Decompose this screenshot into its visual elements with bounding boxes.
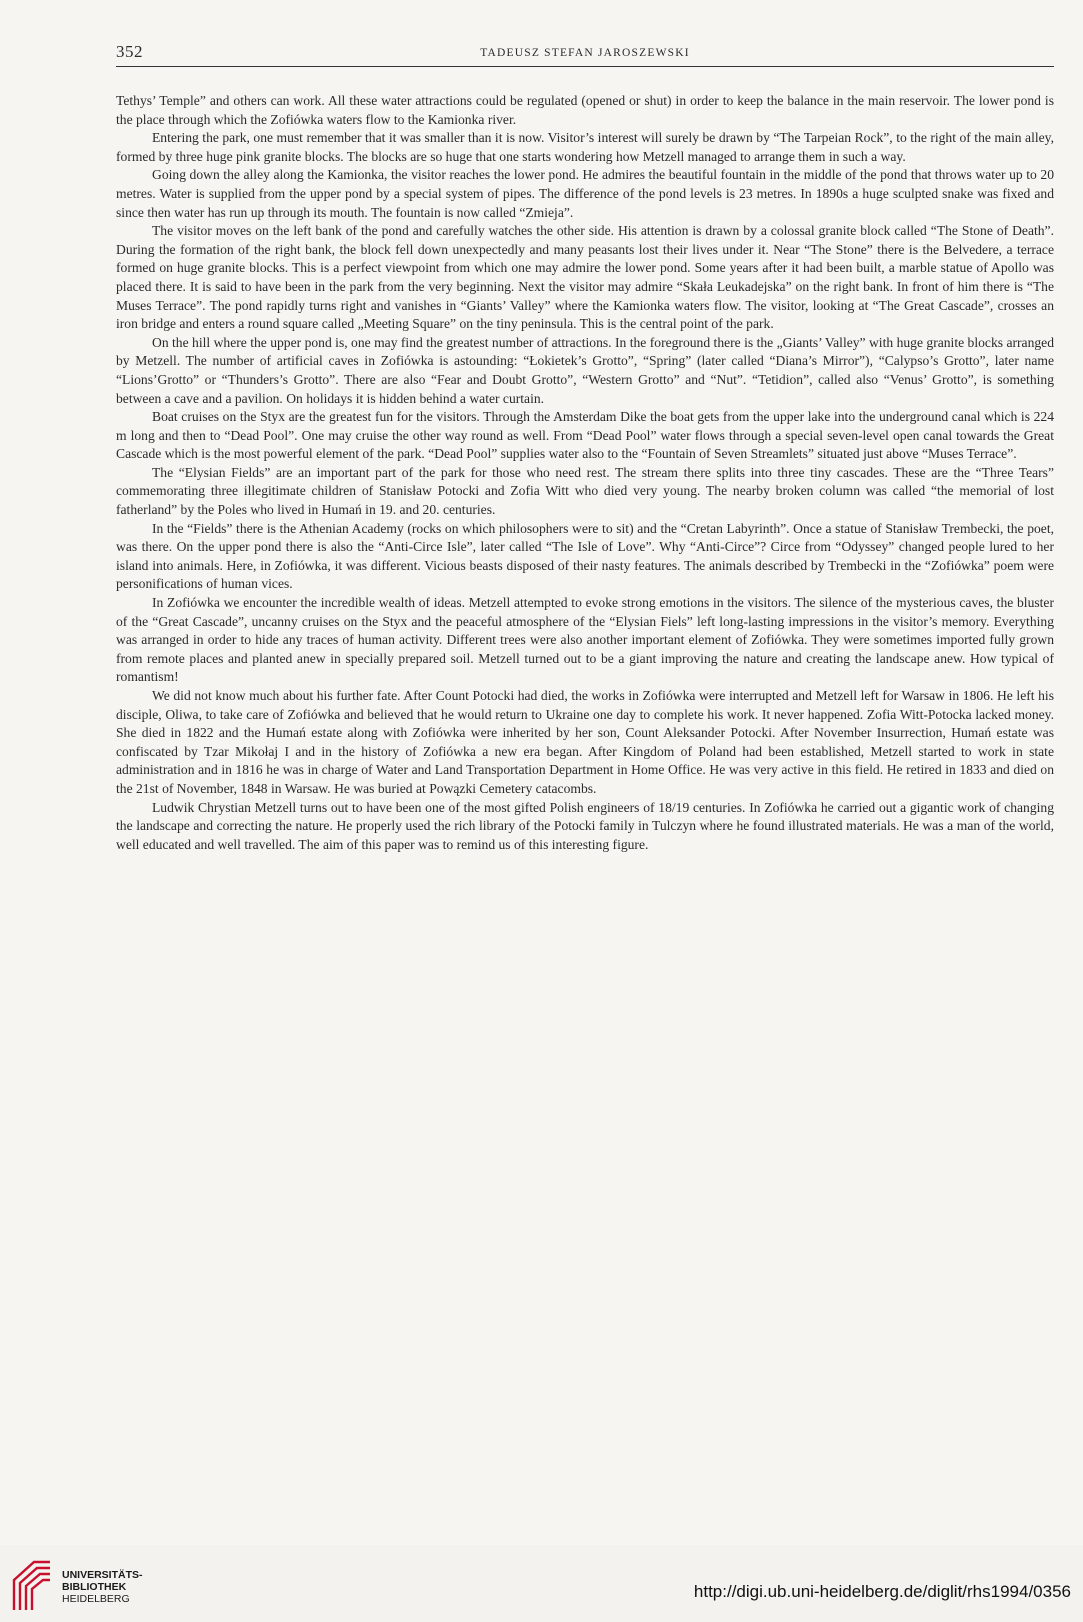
- paragraph: In Zofiówka we encounter the incredible wealth of ideas. Metzell attempted to evoke strong emotions in the visitors. The silence of the mysterious caves, the bluster of the “Great Cascade”, uncanny cruises on the Styx and the peaceful atmosphere of the “Elysian Fiels” left long-lasting impressions in the visitor’s memory. Everything was arranged in order to hide any traces of human activity. Different trees were also another important element of Zofiówka. They were sometimes imported fully grown from remote places and planted anew in specially prepared soil. Metzell turned out to be a giant improving the nature and creating the landscape anew. How typical of romantism!: [116, 595, 1054, 685]
- library-name: [62, 1569, 143, 1605]
- paragraph: Ludwik Chrystian Metzell turns out to have been one of the most gifted Polish engineers of 18/19 centuries. In Zofiówka he carried out a gigantic work of changing the landscape and correcting the nature. He properly used the rich library of the Potocki family in Tulczyn where he found illustrated materials. He was a man of the world, well educated and well travelled. The aim of this paper was to remind us of this interesting figure.: [116, 799, 1054, 852]
- paragraph: Tethys’ Temple” and others can work. All these water attractions could be regulated (opened or shut) in order to keep the balance in the main reservoir. The lower pond is the place through which the Zofiówka waters flow to the Kamionka river.: [116, 93, 1054, 127]
- library-name-line: UNIVERSITÄTS-: [62, 1569, 143, 1581]
- paragraph: Boat cruises on the Styx are the greatest fun for the visitors. Through the Amsterdam Dike the boat gets from the upper lake into the underground canal which is 224 m long and then to “Dead Pool”. One may cruise the other way round as well. From “Dead Pool” water flows through a special seven-level open canal towards the Great Cascade which is the most powerful element of the park. “Dead Pool” supplies water also to the “Fountain of Seven Streamlets” situated just above “Muses Terrace”.: [116, 409, 1054, 462]
- article-body: [116, 92, 1054, 854]
- library-name-line: BIBLIOTHEK: [62, 1581, 127, 1593]
- library-logo-icon: [10, 1558, 54, 1612]
- paragraph: On the hill where the upper pond is, one may find the greatest number of attractions. In the foreground there is the „Giants’ Valley” with huge granite blocks arranged by Metzell. The number of artificial caves in Zofiówka is astounding: “Łokietek’s Grotto”, “Spring” (later called “Diana’s Mirror”), “Calypso’s Grotto”, later name “Lions’Grotto” or “Thunders’s Grotto”. There are also “Fear and Doubt Grotto”, “Western Grotto” and “Nut”. “Tetidion”, called also “Venus’ Grotto”, is something between a cave and a pavilion. On holidays it is hidden behind a water curtain.: [116, 334, 1054, 406]
- library-name-line: HEIDELBERG: [62, 1593, 130, 1605]
- paragraph: The visitor moves on the left bank of the pond and carefully watches the other side. His attention is drawn by a colossal granite block called “The Stone of Death”. During the formation of the right bank, the block fell down unexpectedly and many peasants lost their lives under it. Near “The Stone” there is the Belvedere, a terrace formed on huge granite blocks. This is a perfect viewpoint from which one may admire the lower pond. Some years after it had been built, a marble statue of Apollo was placed there. It is said to have been in the park from the very beginning. Next the visitor may admire “Skała Leukadejska” on the right bank. In front of him there is “The Muses Terrace”. The pond rapidly turns right and vanishes in “Giants’ Valley” where the Kamionka waters flow. The visitor, looking at “The Great Cascade”, crosses an iron bridge and enters a round square called „Meeting Square” on the tiny peninsula. This is the central point of the park.: [116, 223, 1054, 332]
- page-number: 352: [116, 42, 143, 61]
- paragraph: In the “Fields” there is the Athenian Academy (rocks on which philosophers were to sit) and the “Cretan Labyrinth”. Once a statue of Stanisław Trembecki, the poet, was there. On the upper pond there is also the “Anti-Circe Isle”, later called “The Isle of Love”. Why “Anti-Circe”? Circe from “Odyssey” changed people lured to her island into animals. Here, in Zofiówka, it was different. Vicious beasts disposed of their nasty features. The animals described by Trembecki in the “Zofiówka” poem were personifications of human vices.: [116, 520, 1054, 592]
- source-url-link[interactable]: http://digi.ub.uni-heidelberg.de/diglit/rhs1994/0356: [693, 1582, 1071, 1601]
- paragraph: Going down the alley along the Kamionka, the visitor reaches the lower pond. He admires the beautiful fountain in the middle of the pond that throws water up to 20 metres. Water is supplied from the upper pond by a special system of pipes. The difference of the pond levels is 23 metres. In 1890s a huge sculpted snake was fixed and since then water has run up through its mouth. The fountain is now called “Zmieja”.: [116, 167, 1054, 220]
- page-header: [116, 40, 1054, 67]
- paragraph: The “Elysian Fields” are an important part of the park for those who need rest. The stream there splits into three tiny cascades. These are the “Three Tears” commemorating three illegitimate children of Stanisław Potocki and Zofia Witt who died very young. The nearby broken column was called “the memorial of lost fatherland” by the Poles who lived in Humań in 19. and 20. centuries.: [116, 464, 1054, 518]
- paragraph: We did not know much about his further fate. After Count Potocki had died, the works in Zofiówka were interrupted and Metzell left for Warsaw in 1806. He left his disciple, Oliwa, to take care of Zofiówka and believed that he would return to Ukraine one day to complete his work. It never happened. Zofia Witt-Potocka lacked money. She died in 1822 and the Humań estate along with Zofiówka were inherited by her son, Count Aleksander Potocki. After November Insurrection, Humań estate was confiscated by Tzar Mikołaj I and in the history of Zofiówka a new era began. After Kingdom of Poland had been established, Metzell started to work in state administration and in 1816 he was in charge of Water and Land Transportation Department in Home Office. He was very active in this field. He retired in 1833 and died on the 21st of November, 1848 in Warsaw. He was buried at Powązki Cemetery catacombs.: [116, 688, 1054, 796]
- running-head: TADEUSZ STEFAN JAROSZEWSKI: [480, 47, 690, 59]
- paragraph: Entering the park, one must remember that it was smaller than it is now. Visitor’s interest will surely be drawn by “The Tarpeian Rock”, to the right of the main alley, formed by three huge pink granite blocks. The blocks are so huge that one starts wondering how Metzell managed to arrange them in such a way.: [116, 130, 1054, 164]
